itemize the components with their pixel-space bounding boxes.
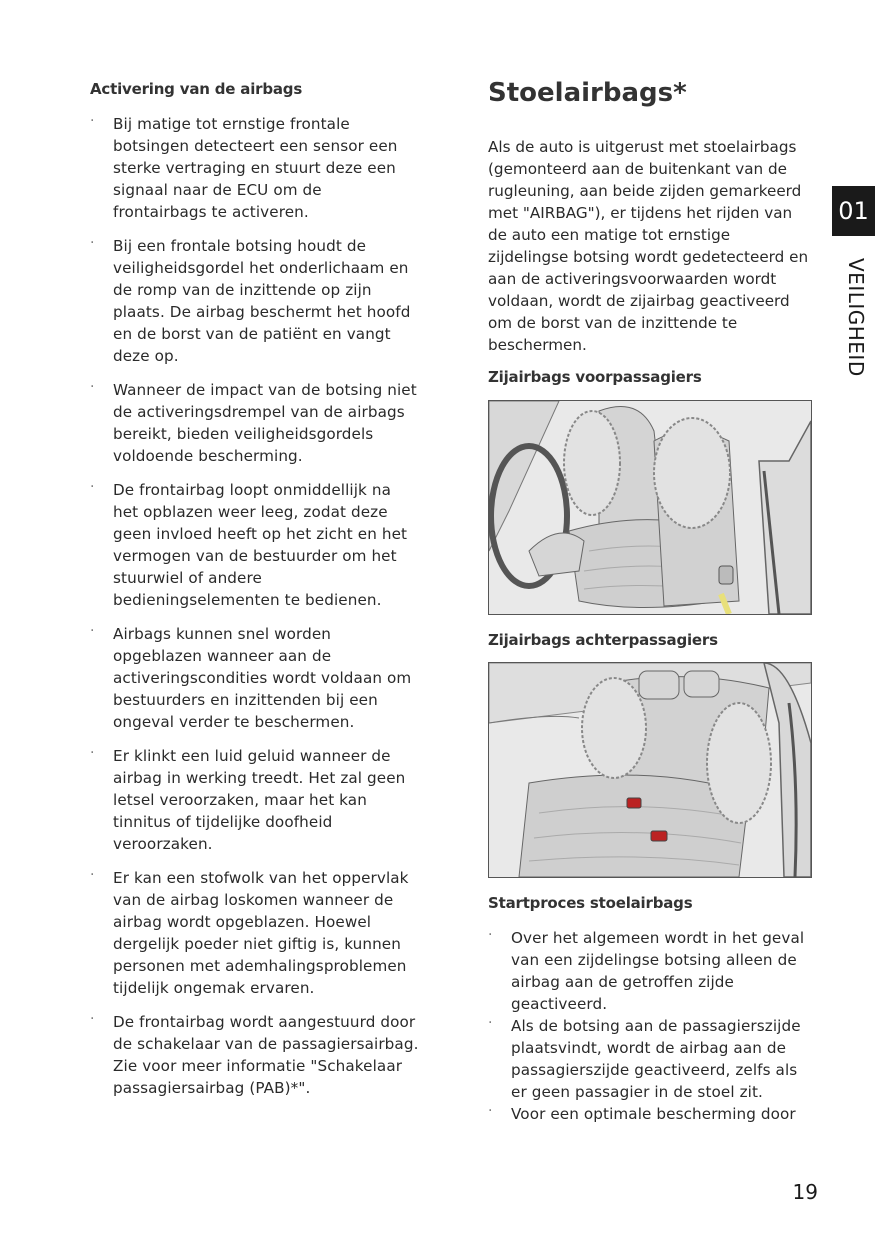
chapter-number-badge: 01 [832,186,875,236]
chapter-label: VEILIGHEID [844,258,868,377]
page-number: 19 [792,1180,818,1204]
list-item: · De frontairbag wordt aangestuurd door de schakelaar van de passagiersairbag. Zie voor meer informatie "Schakelaar passagiersairbag (PAB)*". [90,1011,420,1099]
list-item: · Airbags kunnen snel worden opgeblazen wanneer aan de activeringscondities wordt voldaan om bestuurders en inzittenden bij een ongeval verder te beschermen. [90,623,420,733]
list-item: · Er kan een stofwolk van het oppervlak van de airbag loskomen wanneer de airbag wordt opgeblazen. Hoewel dergelijk poeder niet giftig is, kunnen personen met ademhalingsproblemen tijdelijk ongemak ervaren. [90,867,420,999]
rear-airbags-heading: Zijairbags achterpassagiers [488,631,718,649]
front-seat-airbag-illustration [488,400,812,615]
rear-seat-airbag-illustration [488,662,812,878]
activation-bullet-list [90,113,420,1111]
list-item: · Er klinkt een luid geluid wanneer de airbag in werking treedt. Het zal geen letsel veroorzaken, maar het kan tinnitus of tijdelijke doofheid veroorzaken. [90,745,420,855]
list-item: · Wanneer de impact van de botsing niet de activeringsdrempel van de airbags bereikt, bieden veiligheidsgordels voldoende bescherming. [90,379,420,467]
list-item: · Over het algemeen wordt in het geval van een zijdelingse botsing alleen de airbag aan de getroffen zijde geactiveerd. [488,927,813,1015]
intro-paragraph: Als de auto is uitgerust met stoelairbags (gemonteerd aan de buitenkant van de rugleuning, aan beide zijden gemarkeerd met "AIRBAG"), er tijdens het rijden van de auto een matige tot ernstige zijdelingse botsing wordt gedetecteerd en aan de activeringsvoorwaarden wordt voldaan, wordt de zijairbag geactiveerd om de borst van de inzittende te beschermen. [488,138,809,354]
section-heading-activation: Activering van de airbags [90,80,303,98]
start-process-bullet-list [488,927,813,1125]
page-title: Stoelairbags* [488,78,687,108]
start-process-heading: Startproces stoelairbags [488,894,693,912]
list-item: · Bij een frontale botsing houdt de veiligheidsgordel het onderlichaam en de romp van de inzittende op zijn plaats. De airbag beschermt het hoofd en de borst van de patiënt en vangt deze op. [90,235,420,367]
list-item: · Bij matige tot ernstige frontale botsingen detecteert een sensor een sterke vertraging en stuurt deze een signaal naar de ECU om de frontairbags te activeren. [90,113,420,223]
front-airbags-heading: Zijairbags voorpassagiers [488,368,702,386]
front-seat-drawing [489,401,811,614]
rear-seat-drawing [489,663,811,877]
list-item: · Voor een optimale bescherming door [488,1103,813,1125]
list-item: · De frontairbag loopt onmiddellijk na het opblazen weer leeg, zodat deze geen invloed heeft op het zicht en het vermogen van de bestuurder om het stuurwiel of andere bedieningselementen te bedienen. [90,479,420,611]
list-item: · Als de botsing aan de passagierszijde plaatsvindt, wordt de airbag aan de passagierszijde geactiveerd, zelfs als er geen passagier in de stoel zit. [488,1015,813,1103]
